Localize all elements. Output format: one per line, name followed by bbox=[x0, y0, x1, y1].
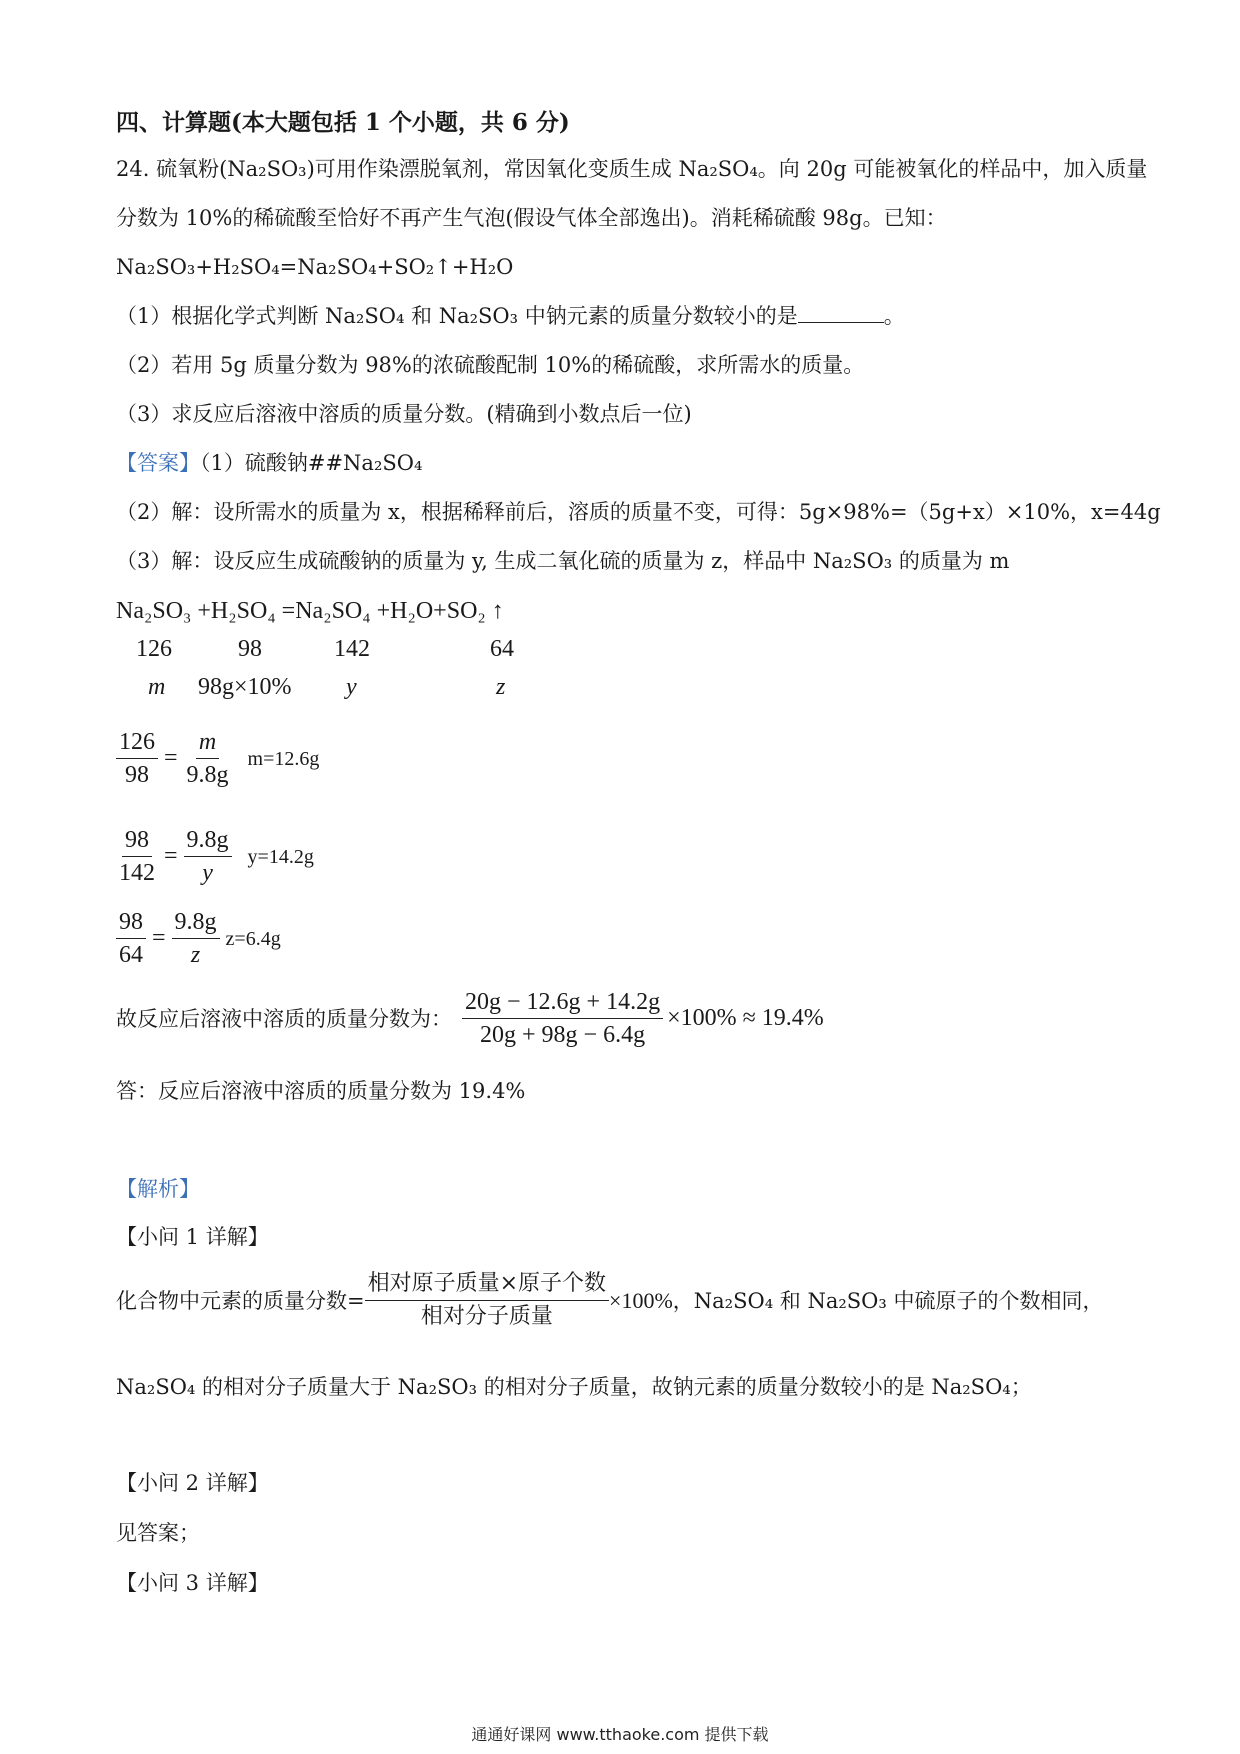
question-line-2: 分数为 10%的稀硫酸至恰好不再产生气泡(假设气体全部逸出)。消耗稀硫酸 98g。已知： bbox=[116, 206, 947, 230]
answer-blank bbox=[798, 302, 884, 323]
denominator: 9.8g bbox=[186, 762, 229, 788]
question-part-1-end: 。 bbox=[883, 304, 905, 328]
fraction bbox=[116, 908, 146, 969]
var-m: m bbox=[148, 674, 166, 700]
final-fraction bbox=[462, 988, 663, 1049]
formula-tail: ×100% bbox=[609, 1287, 673, 1313]
subquestion-1-heading: 【小问 1 详解】 bbox=[116, 1225, 269, 1249]
question-line-1: 24. 硫氧粉(Na₂SO₃)可用作染漂脱氧剂，常因氧化变质生成 Na₂SO₄。向 20g 可能被氧化的样品中，加入质量 bbox=[116, 157, 1148, 181]
formula-fraction bbox=[365, 1270, 609, 1331]
denominator: 相对分子质量 bbox=[420, 1304, 553, 1329]
numerator: 9.8g bbox=[172, 908, 220, 939]
answer-part-1-text: （1）硫酸钠##Na₂SO₄ bbox=[200, 451, 423, 475]
ratio-m: $\frac{126}{98}$ = $\frac{m}{9.8g}$ m=12.6g bbox=[116, 728, 319, 789]
mass-so2: 64 bbox=[490, 636, 514, 662]
fraction bbox=[184, 826, 232, 887]
ratio-y: $\frac{98}{142}$ = $\frac{9.8g}{y}$ y=14.2g bbox=[116, 826, 314, 887]
mass-h2so4: 98 bbox=[238, 636, 262, 662]
reaction-mass-row bbox=[116, 636, 616, 668]
answer-part-1 bbox=[116, 448, 422, 478]
question-part-1 bbox=[116, 301, 905, 331]
ratio-result: m=12.6g bbox=[247, 747, 320, 770]
fraction bbox=[184, 728, 232, 789]
reaction-vars-row bbox=[116, 674, 616, 706]
numerator: 98 bbox=[116, 908, 146, 939]
numerator: 126 bbox=[116, 728, 158, 759]
analysis-tag: 【解析】 bbox=[116, 1177, 200, 1201]
var-h2so4-mass: 98g×10% bbox=[198, 674, 292, 700]
answer-tag: 【答案】 bbox=[116, 451, 200, 475]
ratio-result: z=6.4g bbox=[225, 927, 281, 950]
question-part-3: （3）求反应后溶液中溶质的质量分数。(精确到小数点后一位) bbox=[116, 402, 692, 426]
denominator: 20g + 98g − 6.4g bbox=[480, 1022, 646, 1048]
ratio-result: y=14.2g bbox=[247, 845, 314, 868]
var-z: z bbox=[496, 674, 506, 700]
numerator: 98 bbox=[122, 826, 152, 857]
fraction bbox=[116, 728, 158, 789]
formula-after: ，Na₂SO₄ 和 Na₂SO₃ 中硫原子的个数相同， bbox=[672, 1288, 1104, 1313]
mass-fraction-formula bbox=[116, 1270, 1103, 1331]
denominator: y bbox=[202, 860, 213, 886]
question-part-2: （2）若用 5g 质量分数为 98%的浓硫酸配制 10%的稀硫酸，求所需水的质量。 bbox=[116, 353, 865, 377]
section-heading: 四、计算题(本大题包括 1 个小题，共 6 分) bbox=[116, 109, 570, 136]
ratio-z: $\frac{98}{64}$ = $\frac{9.8g}{z}$ z=6.4g bbox=[116, 908, 281, 969]
formula-label: 化合物中元素的质量分数= bbox=[116, 1288, 365, 1313]
numerator: 相对原子质量×原子个数 bbox=[365, 1270, 609, 1301]
subquestion-2-heading: 【小问 2 详解】 bbox=[116, 1471, 269, 1495]
answer-part-2: （2）解：设所需水的质量为 x，根据稀释前后，溶质的质量不变，可得：5g×98%=（5g+x）×10%，x=44g bbox=[116, 500, 1161, 524]
final-label: 故反应后溶液中溶质的质量分数为： bbox=[116, 1006, 452, 1031]
subquestion-2-text: 见答案； bbox=[116, 1521, 200, 1545]
reaction-block-equation: Na₂SO₃ +H₂SO₄ =Na₂SO₄ +H₂O+SO₂ ↑ bbox=[116, 598, 504, 624]
denominator: z bbox=[190, 942, 201, 968]
fraction bbox=[116, 826, 158, 887]
mass-na2so4: 142 bbox=[334, 636, 370, 662]
var-y: y bbox=[346, 674, 357, 700]
analysis-line-2: Na₂SO₄ 的相对分子质量大于 Na₂SO₃ 的相对分子质量，故钠元素的质量分数较小的是 Na₂SO₄； bbox=[116, 1375, 1032, 1399]
final-calculation bbox=[116, 988, 824, 1049]
denominator: 64 bbox=[119, 942, 143, 968]
subquestion-3-heading: 【小问 3 详解】 bbox=[116, 1571, 269, 1595]
fraction bbox=[172, 908, 220, 969]
reaction-equation: Na₂SO₃+H₂SO₄=Na₂SO₄+SO₂↑+H₂O bbox=[116, 255, 514, 279]
final-tail: ×100% ≈ 19.4% bbox=[667, 1005, 824, 1031]
page-footer: 通通好课网 www.tthaoke.com 提供下载 bbox=[471, 1725, 769, 1744]
mass-na2so3: 126 bbox=[136, 636, 172, 662]
numerator: 20g − 12.6g + 14.2g bbox=[462, 988, 663, 1019]
denominator: 142 bbox=[119, 860, 155, 886]
answer-conclusion: 答：反应后溶液中溶质的质量分数为 19.4% bbox=[116, 1079, 526, 1103]
answer-part-3: （3）解：设反应生成硫酸钠的质量为 y, 生成二氧化硫的质量为 z，样品中 Na₂SO₃ 的质量为 m bbox=[116, 549, 1010, 573]
numerator: m bbox=[196, 728, 219, 759]
numerator: 9.8g bbox=[184, 826, 232, 857]
question-part-1-text: （1）根据化学式判断 Na₂SO₄ 和 Na₂SO₃ 中钠元素的质量分数较小的是 bbox=[116, 304, 798, 328]
denominator: 98 bbox=[125, 762, 149, 788]
